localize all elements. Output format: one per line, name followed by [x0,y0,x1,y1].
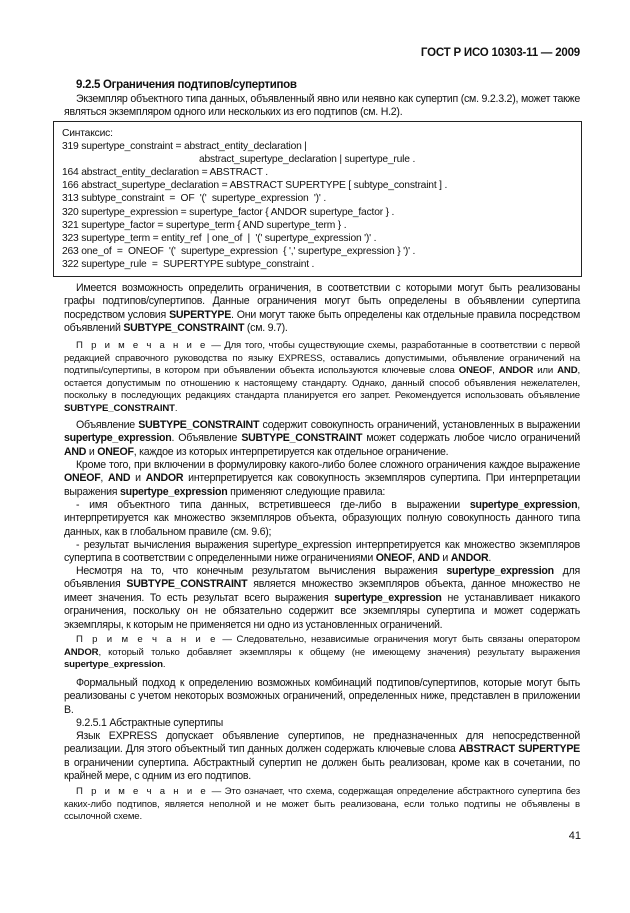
paragraph: - результат вычисления выражения supertype_expression интерпретируется как множество экземпляров супертипа в соответствии с определенными ниже ограничениями ONEOF, AND и ANDOR. [64,539,580,565]
note-label: П р и м е ч а н и е [76,786,208,797]
paragraph: Кроме того, при включении в формулировку какого-либо более сложного ограничения каждое выражение ONEOF, AND и ANDOR интерпретируется как совокупность экземпляров супертипа. При интерпретации выражения supertype_expression применяют следующие правила: [64,459,581,498]
note-label: П р и м е ч а н и е [76,634,218,645]
syntax-line: 319 supertype_constraint = abstract_entity_declaration | [62,141,307,152]
paragraph: Несмотря на то, что конечным результатом вычисления выражения supertype_expression для объявления SUBTYPE_CONSTRAINT является множество экземпляров объекта, данное множество не имеет значения. То есть результат всего выражения supertype_expression не устанавливает никакого ограничения, поскольку он не обязательно содержит все экземпляры супертипа и может содержать экземпляры, к которым не применяется ни одно из установленных ограничений. [64,565,581,631]
paragraph: Формальный подход к определению возможных комбинаций подтипов/супертипов, которые могут быть реализованы с учетом некоторых возможных ограничений, определенных ниже, представлен в приложении В. [64,677,580,716]
subsection-title: 9.2.5.1 Абстрактные супертипы [76,717,223,729]
page-number: 41 [568,830,581,842]
syntax-line: 164 abstract_entity_declaration = ABSTRACT . [62,167,268,178]
syntax-line: 166 abstract_supertype_declaration = ABSTRACT SUPERTYPE [ subtype_constraint ] . [62,180,448,191]
note: П р и м е ч а н и е — Это означает, что схема, содержащая определение абстрактного супертипа без каких-либо подтипов, является неполной и не может быть реализована, если только подтипы не объявлены в ссылочной схеме. [64,786,580,823]
syntax-line: 313 subtype_constraint = OF '(' supertype_expression ')' . [62,193,326,204]
syntax-line: 320 supertype_expression = supertype_factor { ANDOR supertype_factor } . [62,207,395,218]
syntax-line: 323 supertype_term = entity_ref | one_of | '(' supertype_expression ')' . [62,233,377,244]
syntax-line: 263 one_of = ONEOF '(' supertype_expression { ',' supertype_expression } ')' . [62,246,416,257]
paragraph: Объявление SUBTYPE_CONSTRAINT содержит совокупность ограничений, установленных в выражении supertype_expression. Объявление SUBTYPE_CONSTRAINT может содержать любое число ограничений AND и ONEOF, каждое из которых интерпретируется как отдельное ограничение. [64,419,581,458]
syntax-line: 321 supertype_factor = supertype_term { AND supertype_term } . [62,220,347,231]
paragraph: Язык EXPRESS допускает объявление супертипов, не предназначенных для непосредственной реализации. Для этого объектный тип данных должен содержать ключевые слова ABSTRACT SUPERTYPE в ограничении супертипа. Абстрактный супертип не должен быть реализован, кроме как в сочетании, по крайней мере, с одним из его подтипов. [64,730,580,783]
section-title: 9.2.5 Ограничения подтипов/супертипов [76,79,297,91]
syntax-line: abstract_supertype_declaration | supertype_rule . [199,154,416,165]
section-intro: Экземпляр объектного типа данных, объявленный явно или неявно как супертип (см. 9.2.3.2), может также являться экземпляром одного или нескольких из его подтипов (см. Н.2). [64,93,580,119]
paragraph: - имя объектного типа данных, встретившееся где-либо в выражении supertype_expression, интерпретируется как множество экземпляров объекта, образующих полную совокупность данного типа данных, как в глобальном правиле (см. 9.6); [64,499,580,538]
paragraph: Имеется возможность определить ограничения, в соответствии с которыми могут быть реализованы графы подтипов/супертипов. Данные ограничения могут быть определены в объявлении супертипа посредством условия SUPERTYPE. Они могут также быть определены как отдельные правила посредством объявлений SUBTYPE_CONSTRAINT (см. 9.7). [64,282,580,335]
note: П р и м е ч а н и е — Следовательно, независимые ограничения могут быть связаны оператором ANDOR, который только добавляет экземпляры к общему (не имеющему значения) результату выражения supertype_expression. [64,634,580,671]
note-label: П р и м е ч а н и е [76,340,208,351]
syntax-line: 322 supertype_rule = SUPERTYPE subtype_constraint . [62,259,315,270]
syntax-box [53,121,582,277]
document-header: ГОСТ Р ИСО 10303-11 — 2009 [420,47,580,59]
note: П р и м е ч а н и е — Для того, чтобы существующие схемы, разработанные в соответствии с первой редакцией справочного руководства по языку EXPRESS, оставались допустимыми, объявление ограничений на подтипы/супертипы, в котором при объявлении объекта используются ключевые слова ONEOF, ANDOR или AND, остается допустимым по отношению к настоящему стандарту. Однако, данный способ объявления нежелателен, поскольку в последующих редакциях стандарта планируется его запрет. Рекомендуется использовать объявление SUBTYPE_CONSTRAINT. [64,340,580,414]
syntax-label: Синтаксис: [62,128,113,139]
